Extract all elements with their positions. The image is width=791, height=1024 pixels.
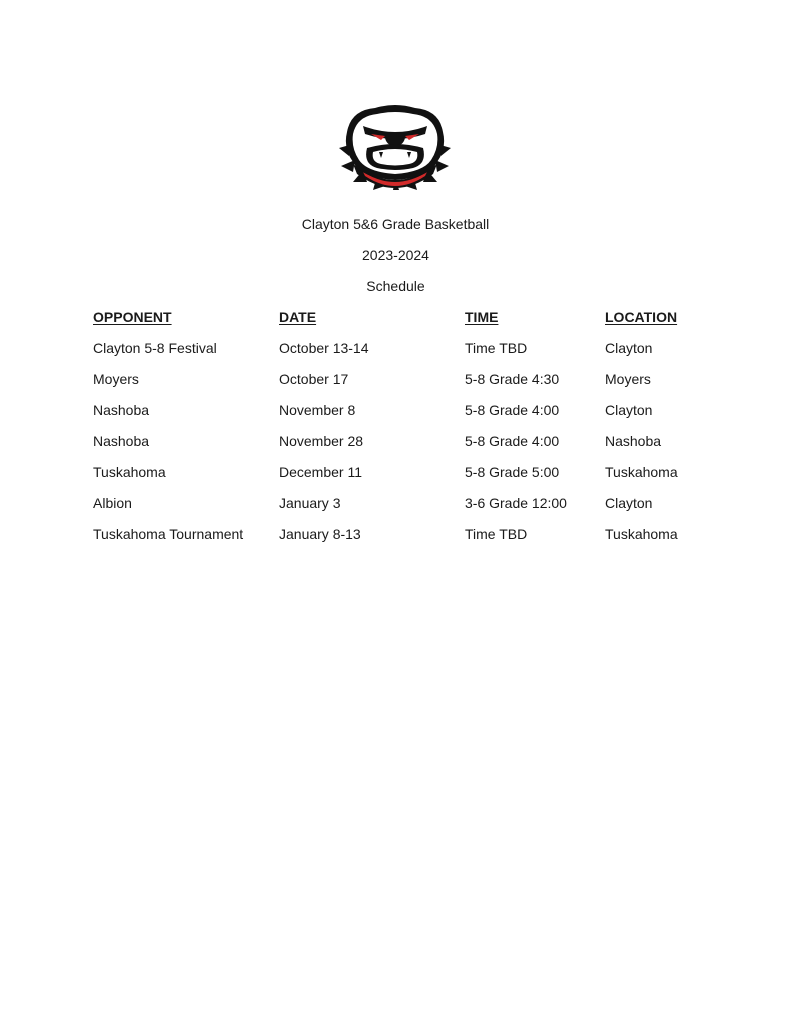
time-cell: Time TBD xyxy=(465,526,528,542)
time-cell: 5-8 Grade 4:00 xyxy=(465,402,560,418)
opponent-cell: Tuskahoma Tournament xyxy=(93,526,244,542)
opponent-cell: Nashoba xyxy=(93,402,150,418)
season-label: 2023-2024 xyxy=(362,247,429,263)
document-title: Clayton 5&6 Grade Basketball xyxy=(301,216,490,232)
time-cell: Time TBD xyxy=(465,340,528,356)
date-cell: January 8-13 xyxy=(279,526,361,542)
table-row xyxy=(93,401,693,432)
date-cell: October 13-14 xyxy=(279,340,369,356)
date-cell: October 17 xyxy=(279,371,349,387)
date-cell: January 3 xyxy=(279,495,341,511)
date-cell: November 8 xyxy=(279,402,356,418)
table-row xyxy=(93,494,693,525)
time-cell: 3-6 Grade 12:00 xyxy=(465,495,567,511)
location-cell: Moyers xyxy=(605,371,651,387)
schedule-table xyxy=(93,308,693,556)
column-header-time: TIME xyxy=(465,309,499,325)
table-row xyxy=(93,463,693,494)
location-cell: Nashoba xyxy=(605,433,662,449)
opponent-cell: Albion xyxy=(93,495,132,511)
column-header-location: LOCATION xyxy=(605,309,678,325)
column-header-opponent: OPPONENT xyxy=(93,309,172,325)
opponent-cell: Nashoba xyxy=(93,433,150,449)
opponent-cell: Moyers xyxy=(93,371,139,387)
date-cell: November 28 xyxy=(279,433,364,449)
column-header-date: DATE xyxy=(279,309,317,325)
date-cell: December 11 xyxy=(279,464,363,480)
table-row xyxy=(93,432,693,463)
location-cell: Clayton xyxy=(605,402,653,418)
time-cell: 5-8 Grade 5:00 xyxy=(465,464,560,480)
location-cell: Tuskahoma xyxy=(605,464,678,480)
opponent-cell: Clayton 5-8 Festival xyxy=(93,340,217,356)
location-cell: Clayton xyxy=(605,340,653,356)
time-cell: 5-8 Grade 4:00 xyxy=(465,433,560,449)
table-row xyxy=(93,525,693,556)
bulldog-mascot-icon xyxy=(333,104,457,190)
location-cell: Clayton xyxy=(605,495,653,511)
opponent-cell: Tuskahoma xyxy=(93,464,166,480)
table-header-row xyxy=(93,308,693,339)
table-row xyxy=(93,339,693,370)
table-row xyxy=(93,370,693,401)
location-cell: Tuskahoma xyxy=(605,526,678,542)
time-cell: 5-8 Grade 4:30 xyxy=(465,371,560,387)
schedule-label: Schedule xyxy=(366,278,425,294)
